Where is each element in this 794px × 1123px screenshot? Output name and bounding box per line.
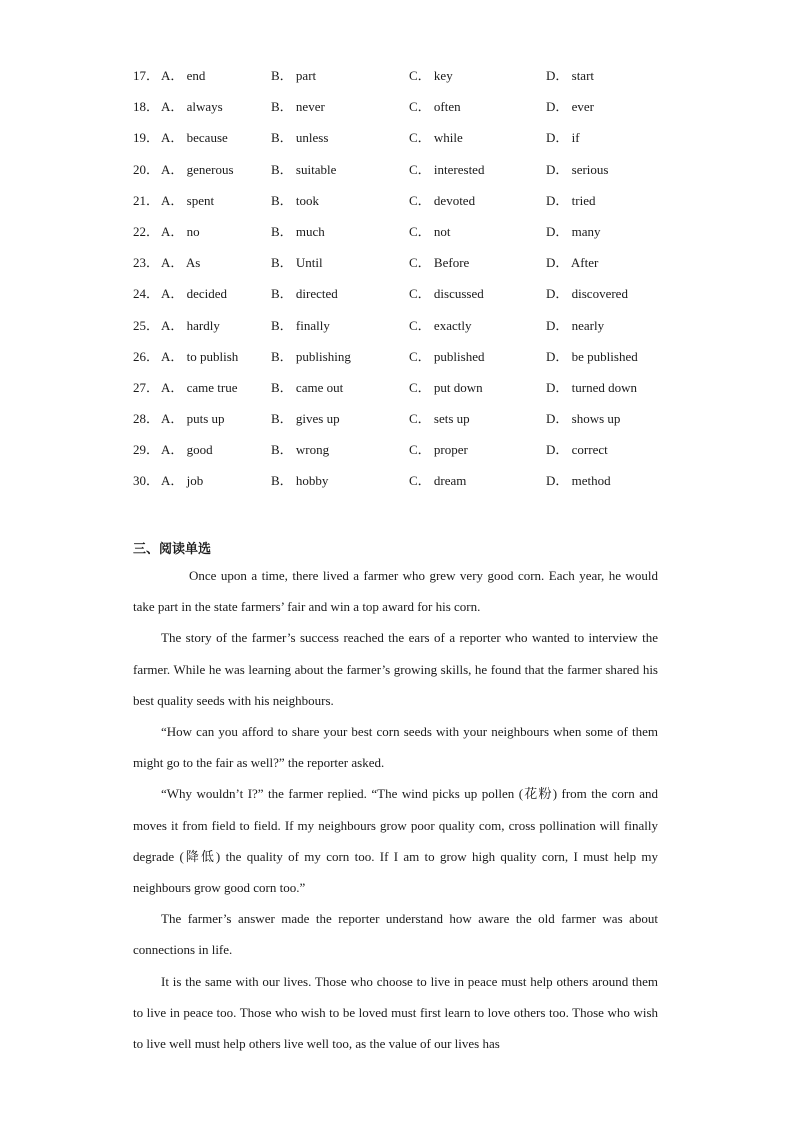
option-c: C． dream bbox=[409, 473, 467, 489]
question-number: 25． bbox=[133, 317, 160, 333]
question-number: 19． bbox=[133, 130, 160, 146]
option-d: D． many bbox=[546, 223, 601, 239]
option-b: B． never bbox=[271, 99, 325, 115]
reading-passage bbox=[133, 560, 658, 1059]
question-row bbox=[133, 345, 693, 376]
option-a: A． generous bbox=[161, 161, 234, 177]
option-c: C． proper bbox=[409, 442, 468, 458]
passage-paragraph: “How can you afford to share your best corn seeds with your neighbours when some of them might go to the fair as well?” the reporter asked. bbox=[133, 724, 658, 771]
question-row bbox=[133, 64, 693, 95]
question-number: 24． bbox=[133, 286, 160, 302]
question-number: 28． bbox=[133, 411, 160, 427]
question-number: 27． bbox=[133, 379, 160, 395]
option-d: D． nearly bbox=[546, 317, 605, 333]
option-a: A． spent bbox=[161, 192, 215, 208]
option-b: B． publishing bbox=[271, 348, 351, 364]
question-number: 23． bbox=[133, 255, 160, 271]
option-a: A． end bbox=[161, 68, 206, 83]
option-d: D． turned down bbox=[546, 379, 637, 395]
question-row bbox=[133, 438, 693, 469]
option-b: B． took bbox=[271, 192, 320, 208]
option-c: C． published bbox=[409, 348, 485, 364]
passage-paragraph: The farmer’s answer made the reporter understand how aware the old farmer was about connections in life. bbox=[133, 911, 658, 958]
option-d: D． tried bbox=[546, 192, 596, 208]
option-a: A． job bbox=[161, 473, 204, 489]
question-row bbox=[133, 189, 693, 220]
question-row bbox=[133, 220, 693, 251]
option-c: C． sets up bbox=[409, 411, 470, 427]
option-b: B． wrong bbox=[271, 442, 330, 458]
question-number: 30． bbox=[133, 473, 160, 489]
option-c: C． while bbox=[409, 130, 463, 146]
question-number: 26． bbox=[133, 348, 160, 364]
option-c: C． key bbox=[409, 68, 453, 83]
option-c: C． devoted bbox=[409, 192, 476, 208]
option-a: A． good bbox=[161, 442, 213, 458]
option-d: D． correct bbox=[546, 442, 608, 458]
option-c: C． not bbox=[409, 223, 451, 239]
option-c: C． often bbox=[409, 99, 461, 115]
option-c: C． discussed bbox=[409, 286, 484, 302]
passage-paragraph: The story of the farmer’s success reached the ears of a reporter who wanted to interview the farmer. While he was learning about the farmer’s growing skills, he found that the farmer shared his best quality seeds with his neighbours. bbox=[133, 630, 658, 708]
option-d: D． be published bbox=[546, 348, 638, 364]
option-b: B． gives up bbox=[271, 411, 340, 427]
option-c: C． put down bbox=[409, 379, 483, 395]
option-c: C． interested bbox=[409, 161, 485, 177]
option-b: B． much bbox=[271, 223, 325, 239]
question-row bbox=[133, 469, 693, 500]
question-row bbox=[133, 95, 693, 126]
question-row bbox=[133, 376, 693, 407]
option-b: B． suitable bbox=[271, 161, 337, 177]
question-number: 18． bbox=[133, 99, 160, 115]
option-a: A． because bbox=[161, 130, 228, 146]
option-a: A． came true bbox=[161, 379, 238, 395]
question-row bbox=[133, 282, 693, 313]
question-number: 17． bbox=[133, 68, 160, 83]
option-d: D． ever bbox=[546, 99, 595, 115]
option-b: B． part bbox=[271, 68, 317, 83]
option-b: B． Until bbox=[271, 255, 323, 271]
option-d: D． shows up bbox=[546, 411, 621, 427]
option-a: A． always bbox=[161, 99, 223, 115]
option-a: A． hardly bbox=[161, 317, 220, 333]
question-row bbox=[133, 251, 693, 282]
question-number: 22． bbox=[133, 223, 160, 239]
option-d: D． serious bbox=[546, 161, 609, 177]
passage-paragraph: It is the same with our lives. Those who choose to live in peace must help others around them to live in peace too. Those who wish to be loved must first learn to love others too. Those who wish to live well must help others live well too, as the value of our lives has bbox=[133, 973, 658, 1052]
option-b: B． finally bbox=[271, 317, 330, 333]
section-title: 三、阅读单选 bbox=[133, 542, 212, 557]
option-d: D． start bbox=[546, 68, 595, 83]
option-b: B． hobby bbox=[271, 473, 329, 489]
question-row bbox=[133, 314, 693, 345]
passage-paragraph: Once upon a time, there lived a farmer who grew very good corn. Each year, he would take part in the state farmers’ fair and win a top award for his corn. bbox=[133, 568, 658, 615]
answer-options bbox=[133, 64, 693, 501]
question-row bbox=[133, 158, 693, 189]
option-a: A． As bbox=[161, 255, 201, 271]
question-number: 29． bbox=[133, 442, 160, 458]
question-row bbox=[133, 407, 693, 438]
option-d: D． if bbox=[546, 130, 580, 146]
option-d: D． After bbox=[546, 255, 599, 271]
question-number: 21． bbox=[133, 192, 160, 208]
option-b: B． directed bbox=[271, 286, 338, 302]
option-d: D． method bbox=[546, 473, 611, 489]
option-a: A． no bbox=[161, 223, 200, 239]
option-c: C． exactly bbox=[409, 317, 472, 333]
option-a: A． puts up bbox=[161, 411, 225, 427]
option-d: D． discovered bbox=[546, 286, 628, 302]
option-a: A． to publish bbox=[161, 348, 239, 364]
question-number: 20． bbox=[133, 161, 160, 177]
option-c: C． Before bbox=[409, 255, 470, 271]
option-b: B． unless bbox=[271, 130, 329, 146]
passage-paragraph: “Why wouldn’t I?” the farmer replied. “The wind picks up pollen (花粉) from the corn and moves it from field to field. If my neighbours grow poor quality com, cross pollination will finally degrade (降低) the quality of my corn too. If I am to grow high quality corn, I must help my neighbours grow good corn too.” bbox=[133, 786, 658, 896]
option-a: A． decided bbox=[161, 286, 228, 302]
option-b: B． came out bbox=[271, 379, 344, 395]
question-row bbox=[133, 126, 693, 157]
